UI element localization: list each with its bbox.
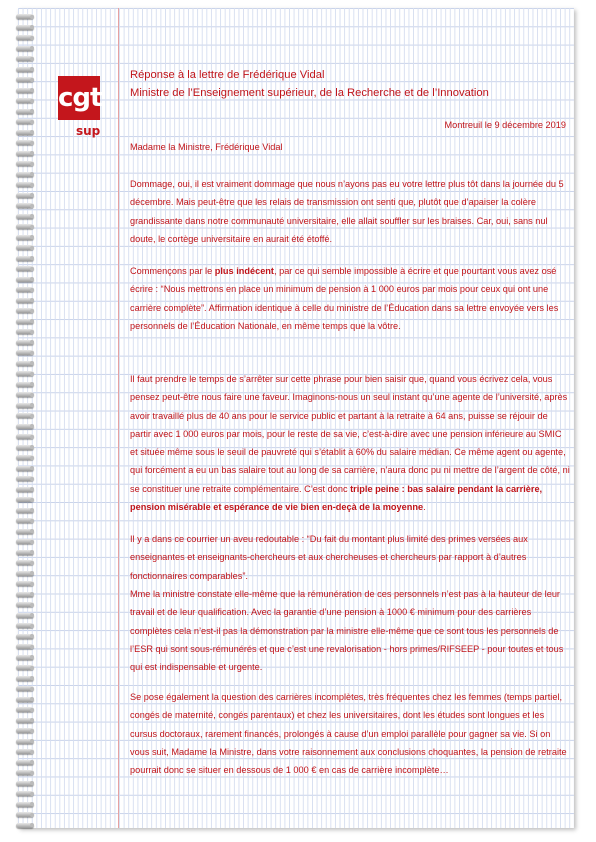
punch-hole <box>30 141 34 145</box>
punch-hole <box>30 99 34 103</box>
punch-hole <box>30 718 34 722</box>
punch-hole <box>30 340 34 344</box>
punch-hole <box>30 582 34 586</box>
punch-hole <box>30 46 34 50</box>
punch-hole <box>30 823 34 827</box>
punch-hole <box>30 57 34 61</box>
punch-hole <box>30 361 34 365</box>
punch-hole <box>30 288 34 292</box>
paragraph-2 <box>130 262 570 335</box>
punch-hole <box>30 802 34 806</box>
punch-hole <box>30 15 34 19</box>
punch-hole <box>30 550 34 554</box>
paragraph-3-end: . <box>423 502 426 513</box>
punch-hole <box>30 634 34 638</box>
punch-hole <box>30 277 34 281</box>
punch-hole <box>30 214 34 218</box>
punch-hole <box>30 571 34 575</box>
punch-hole <box>30 487 34 491</box>
punch-hole <box>30 319 34 323</box>
punch-hole <box>30 529 34 533</box>
punch-hole <box>30 172 34 176</box>
punch-hole <box>30 256 34 260</box>
punch-hole <box>30 109 34 113</box>
punch-hole <box>30 561 34 565</box>
punch-hole <box>30 477 34 481</box>
punch-hole <box>30 645 34 649</box>
punch-hole <box>30 456 34 460</box>
paragraph-3 <box>130 370 570 516</box>
punch-hole <box>30 330 34 334</box>
punch-hole <box>30 750 34 754</box>
punch-hole <box>30 67 34 71</box>
paragraph-4: Il y a dans ce courrier un aveu redoutable : “Du fait du montant plus limité des primes versées aux enseignantes et enseignants-chercheurs et aux chercheuses et chercheurs par rapport à d’autres fonctionnaires comparables”. <box>130 534 528 581</box>
punch-hole <box>30 697 34 701</box>
punch-hole <box>30 88 34 92</box>
letter-title: Réponse à la lettre de Frédérique Vidal <box>130 69 325 81</box>
punch-hole <box>30 603 34 607</box>
punch-hole <box>30 382 34 386</box>
punch-hole <box>30 687 34 691</box>
punch-hole <box>30 424 34 428</box>
punch-hole <box>30 708 34 712</box>
punch-hole <box>30 676 34 680</box>
punch-hole <box>30 372 34 376</box>
logo-subtitle: sup <box>76 124 101 138</box>
punch-hole <box>30 130 34 134</box>
punch-hole <box>30 466 34 470</box>
punch-hole <box>30 781 34 785</box>
punch-hole <box>30 403 34 407</box>
punch-hole <box>30 393 34 397</box>
punch-hole <box>30 204 34 208</box>
punch-hole <box>30 729 34 733</box>
punch-hole <box>30 193 34 197</box>
punch-hole <box>30 540 34 544</box>
punch-hole <box>30 120 34 124</box>
punch-hole <box>30 78 34 82</box>
punch-hole <box>30 435 34 439</box>
cgt-sup-logo <box>52 76 108 148</box>
punch-hole <box>30 519 34 523</box>
punch-hole <box>30 183 34 187</box>
spiral-binding <box>0 0 40 842</box>
punch-hole <box>30 760 34 764</box>
paragraph-3-emphasis: triple peine : bas salaire pendant la carrière, pension misérable et espérance de vie bien en-deçà de la moyenne <box>130 483 543 513</box>
punch-hole <box>30 624 34 628</box>
punch-hole <box>30 351 34 355</box>
paragraph-2-end: , par ce qui semble impossible à écrire et que pourtant vous avez osé écrire : “Nous mettrons en place un minimum de pension à 1 000 euros par mois pour ceux qui ont une carrière complète”. Affirmation identique à celle du ministre de l’Éducation dans sa lettre envoyée vers les personnels de l’Éducation Nationale, en même temps que la vôtre. <box>130 266 559 331</box>
punch-hole <box>30 162 34 166</box>
paragraph-6: Se pose également la question des carrières incomplètes, très fréquentes chez les femmes (temps partiel, congés de maternité, congés parentaux) et chez les universitaires, dont les études sont longues et les cursus doctoraux, rarement financés, prolongés à cause d’un emploi parallèle pour gagner sa vie. Si on vous suit, Madame la Ministre, dans votre raisonnement aux conclusions choquantes, la pension de retraite pourrait donc se situer en dessous de 1 000 € en cas de carrière incomplète… <box>130 692 567 776</box>
punch-hole <box>30 666 34 670</box>
punch-hole <box>30 25 34 29</box>
punch-hole <box>30 309 34 313</box>
punch-hole <box>30 813 34 817</box>
punch-hole <box>30 246 34 250</box>
paragraph-2-emphasis: plus indécent <box>214 266 274 276</box>
punch-hole <box>30 498 34 502</box>
punch-hole <box>30 445 34 449</box>
punch-hole <box>30 267 34 271</box>
punch-hole <box>30 613 34 617</box>
punch-hole <box>30 36 34 40</box>
punch-hole <box>30 508 34 512</box>
letter-date: Montreuil le 9 décembre 2019 <box>444 120 566 130</box>
punch-hole <box>30 151 34 155</box>
punch-hole <box>30 225 34 229</box>
paragraph-3-start: Il faut prendre le temps de s’arrêter sur cette phrase pour bien saisir que, quand vous écrivez cela, vous pensez peut-être nous faire une faveur. Imaginons-nous un seul instant qu’une agente de l’université, après avoir travaillé plus de 40 ans pour le service public et partant à la retraite à 64 ans, puisse se réjouir de partir avec 1 000 euros par mois, pour le reste de sa vie, c’est-à-dire avec une pension inférieure au SMIC et située même sous le seuil de pauvreté qui s’établit à 60% du salaire médian. Ce même agent ou agente, qui forcément a eu un bas salaire tout au long de sa carrière, n’aura donc pu ni mettre de l’argent de côté, ni se constituer une retraite complémentaire. C’est donc <box>130 374 570 494</box>
punch-hole <box>30 792 34 796</box>
punch-hole <box>30 771 34 775</box>
paragraph-5: Mme la ministre constate elle-même que la rémunération de ces personnels n’est pas à la hauteur de leur travail et de leur qualification. Avec la garantie d’une pension à 1000 € minimum pour des carrières complètes cela n’est-il pas la démonstration par la ministre elle-même que ce sont tous les personnels de l’ESR qui sont sous-rémunérés et que c’est une revalorisation - hors primes/RIFSEEP - pour toutes et tous qui est indispensable et urgente. <box>130 589 564 673</box>
punch-hole <box>30 655 34 659</box>
paragraph-2-start: Commençons par le <box>130 266 215 276</box>
punch-hole <box>30 235 34 239</box>
punch-hole <box>30 592 34 596</box>
letter-subtitle: Ministre de l’Enseignement supérieur, de la Recherche et de l’Innovation <box>130 87 489 99</box>
salutation: Madame la Ministre, Frédérique Vidal <box>130 142 283 152</box>
punch-hole <box>30 414 34 418</box>
punch-hole <box>30 739 34 743</box>
punch-hole <box>30 298 34 302</box>
paragraph-1: Dommage, oui, il est vraiment dommage que nous n’ayons pas eu votre lettre plus tôt dans la journée du 5 décembre. Mais peut-être que les relais de transmission ont senti que, plutôt que d’apaiser la colère grandissante dans notre communauté universitaire, elle allait souffler sur les braises. Car, oui, sans nul doute, le cortège universitaire en aurait été étoffé. <box>130 179 564 244</box>
logo-mark: cgt <box>58 76 100 120</box>
